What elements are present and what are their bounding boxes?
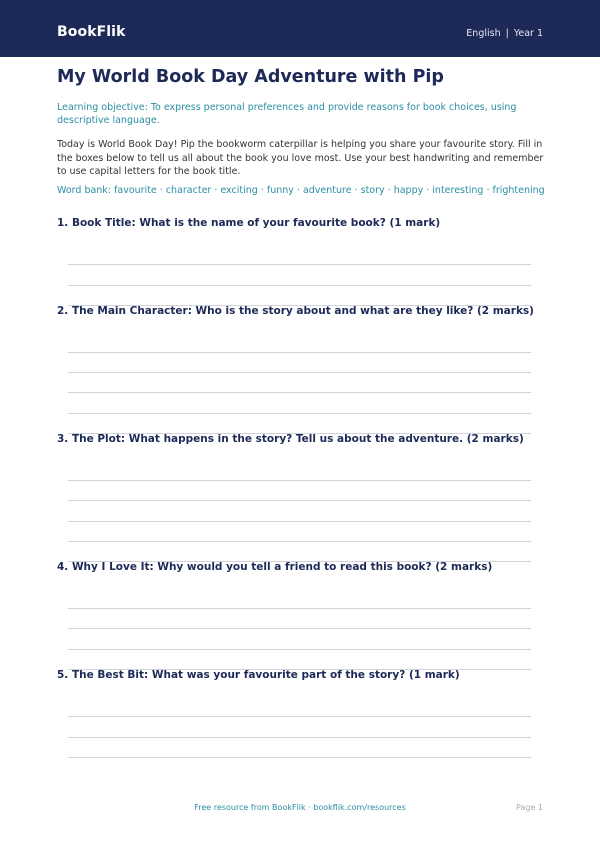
- answer-line[interactable]: [68, 500, 531, 501]
- question-2: 2. The Main Character: Who is the story about and what are they like? (2 marks): [57, 305, 534, 317]
- word-bank: Word bank: favourite · character · exciting · funny · adventure · story · happy · interesting · frightening: [57, 185, 545, 196]
- footer-credit: Free resource from BookFlik · bookflik.com/resources: [194, 803, 406, 812]
- answer-line[interactable]: [68, 413, 531, 414]
- worksheet-title: My World Book Day Adventure with Pip: [57, 67, 444, 87]
- answer-line[interactable]: [68, 737, 531, 738]
- year-label: Year 1: [513, 28, 543, 39]
- question-1: 1. Book Title: What is the name of your favourite book? (1 mark): [57, 217, 441, 229]
- meta-separator: |: [505, 28, 509, 39]
- question-3: 3. The Plot: What happens in the story? Tell us about the adventure. (2 marks): [57, 433, 524, 445]
- answer-line[interactable]: [68, 285, 531, 286]
- question-4: 4. Why I Love It: Why would you tell a friend to read this book? (2 marks): [57, 561, 493, 573]
- page-number: Page 1: [516, 803, 543, 812]
- answer-line[interactable]: [68, 521, 531, 522]
- intro-paragraph: Today is World Book Day! Pip the bookworm caterpillar is helping you share your favourite story. Fill in the boxes below to tell us all about the book you love most. Use your best handwriting and remember to use capital letters for the book title.: [57, 139, 544, 177]
- answer-line[interactable]: [68, 392, 531, 393]
- answer-line[interactable]: [68, 608, 531, 609]
- learning-objective: Learning objective: To express personal preferences and provide reasons for book choices, using descriptive language.: [57, 102, 517, 126]
- answer-line[interactable]: [68, 372, 531, 373]
- answer-line[interactable]: [68, 264, 531, 265]
- brand-logo: BookFlik: [57, 24, 126, 40]
- answer-line[interactable]: [68, 757, 531, 758]
- answer-line[interactable]: [68, 628, 531, 629]
- answer-line[interactable]: [68, 541, 531, 542]
- answer-line[interactable]: [68, 716, 531, 717]
- header-bar: [0, 0, 600, 57]
- answer-line[interactable]: [68, 480, 531, 481]
- subject-label: English: [466, 28, 501, 39]
- answer-line[interactable]: [68, 649, 531, 650]
- question-5: 5. The Best Bit: What was your favourite part of the story? (1 mark): [57, 669, 460, 681]
- subject-meta: [466, 28, 543, 39]
- answer-line[interactable]: [68, 352, 531, 353]
